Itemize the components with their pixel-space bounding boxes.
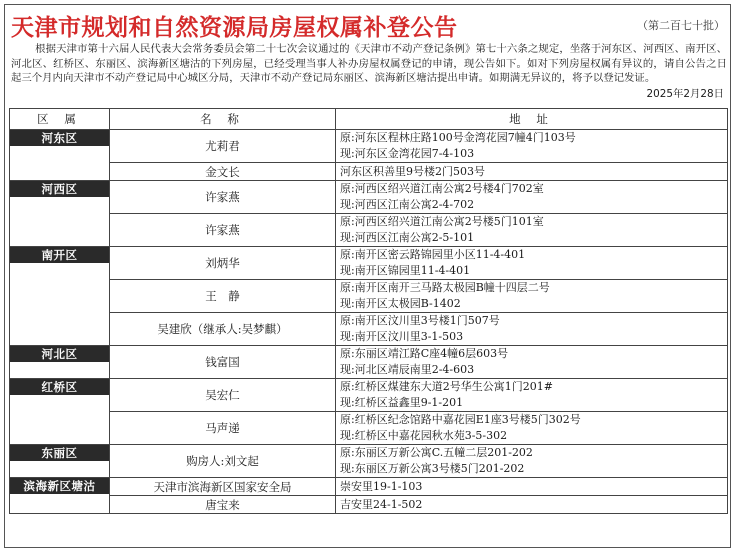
property-table	[9, 108, 728, 514]
table-row	[10, 445, 728, 478]
intro-paragraph	[11, 42, 727, 86]
address-current: 现:南开区太极园B-1402	[340, 297, 461, 310]
batch-number: （第二百七十批）	[637, 19, 725, 32]
address-original: 原:红桥区煤建东大道2号华生公寓1门201#	[340, 380, 553, 393]
address-cell	[336, 346, 728, 379]
address-current: 现:南开区锦园里11-4-401	[340, 264, 471, 277]
table-row	[10, 163, 728, 181]
district-cell	[10, 478, 110, 514]
name-cell: 吴建欣（继承人:吴梦麒）	[110, 313, 336, 346]
address-current: 现:河东区金湾花园7-4-103	[340, 147, 475, 160]
address-current: 现:东丽区万新公寓3号楼5门201-202	[340, 462, 525, 475]
address-original: 原:南开区南开三马路太极园B幢十四层二号	[340, 281, 550, 294]
table-header-row	[10, 109, 728, 130]
address-original: 吉安里24-1-502	[340, 497, 423, 511]
district-cell	[10, 247, 110, 346]
address-cell	[336, 379, 728, 412]
address-cell	[336, 181, 728, 214]
address-original: 崇安里19-1-103	[340, 479, 423, 493]
address-cell	[336, 214, 728, 247]
address-cell	[336, 496, 728, 514]
address-current: 现:河西区江南公寓2-4-702	[340, 198, 475, 211]
address-cell	[336, 247, 728, 280]
name-cell: 许家燕	[110, 214, 336, 247]
name-cell: 许家燕	[110, 181, 336, 214]
name-cell: 唐宝来	[110, 496, 336, 514]
address-current: 现:河西区江南公寓2-5-101	[340, 231, 475, 244]
district-label: 河西区	[10, 181, 109, 197]
district-label: 滨海新区塘沽	[10, 478, 109, 494]
title-row	[11, 9, 725, 43]
name-cell: 马声递	[110, 412, 336, 445]
address-original: 原:河东区程林庄路100号金湾花园7幢4门103号	[340, 131, 576, 144]
intro-text: 根据天津市第十六届人民代表大会常务委员会第二十七次会议通过的《天津市不动产登记条例》第七十六条之规定，坐落于河东区、河西区、南开区、河北区、红桥区、东丽区、滨海新区塘沽的下列房屋，已经受理当事人补办房屋权属登记的申请，现公告如下。如对下列房屋权属有异议的，请自公告之日起三个月内向天津市不动产登记局中心城区分局，天津市不动产登记局东丽区、滨海新区塘沽提出申请。如期满无异议的，将予以登记发证。	[11, 43, 727, 85]
district-cell	[10, 346, 110, 379]
district-label: 南开区	[10, 247, 109, 263]
district-label: 红桥区	[10, 379, 109, 395]
column-header-name: 名 称	[110, 109, 336, 130]
address-current: 现:河北区靖辰南里2-4-603	[340, 363, 475, 376]
district-cell	[10, 379, 110, 445]
address-current: 现:红桥区益鑫里9-1-201	[340, 396, 464, 409]
table-row	[10, 412, 728, 445]
address-original: 原:南开区密云路锦园里小区11-4-401	[340, 248, 526, 261]
address-cell	[336, 163, 728, 181]
address-cell	[336, 478, 728, 496]
district-label: 河北区	[10, 346, 109, 362]
announcement-page	[4, 4, 731, 548]
address-cell	[336, 130, 728, 163]
district-cell	[10, 181, 110, 247]
table-row	[10, 247, 728, 280]
column-header-address: 地 址	[336, 109, 728, 130]
district-cell	[10, 130, 110, 181]
table-row	[10, 181, 728, 214]
table-row	[10, 130, 728, 163]
name-cell: 天津市滨海新区国家安全局	[110, 478, 336, 496]
address-original: 原:南开区汶川里3号楼1门507号	[340, 314, 500, 327]
name-cell: 金文长	[110, 163, 336, 181]
table-row	[10, 496, 728, 514]
address-current: 现:南开区汶川里3-1-503	[340, 330, 464, 343]
table-row	[10, 346, 728, 379]
column-header-district: 区 属	[10, 109, 110, 130]
address-cell	[336, 412, 728, 445]
address-original: 原:河西区绍兴道江南公寓2号楼4门702室	[340, 182, 544, 195]
address-original: 原:东丽区万新公寓C.五幢二层201-202	[340, 446, 533, 459]
address-cell	[336, 280, 728, 313]
address-current: 现:红桥区中嘉花园秋水苑3-5-302	[340, 429, 508, 442]
announcement-date: 2025年2月28日	[646, 88, 724, 100]
district-cell	[10, 445, 110, 478]
district-label: 河东区	[10, 130, 109, 146]
name-cell: 王 静	[110, 280, 336, 313]
name-cell: 尤莉君	[110, 130, 336, 163]
address-cell	[336, 313, 728, 346]
address-original: 原:红桥区纪念馆路中嘉花园E1座3号楼5门302号	[340, 413, 581, 426]
name-cell: 吴宏仁	[110, 379, 336, 412]
address-original: 原:河西区绍兴道江南公寓2号楼5门101室	[340, 215, 544, 228]
name-cell: 购房人:刘文起	[110, 445, 336, 478]
name-cell: 刘炳华	[110, 247, 336, 280]
district-label: 东丽区	[10, 445, 109, 461]
table-row	[10, 280, 728, 313]
table-row	[10, 214, 728, 247]
address-cell	[336, 445, 728, 478]
address-original: 河东区积善里9号楼2门503号	[340, 164, 485, 178]
address-original: 原:东丽区靖江路C座4幢6层603号	[340, 347, 509, 360]
table-row	[10, 478, 728, 496]
announcement-title: 天津市规划和自然资源局房屋权属补登公告	[11, 15, 458, 41]
table-row	[10, 379, 728, 412]
table-row	[10, 313, 728, 346]
name-cell: 钱富国	[110, 346, 336, 379]
